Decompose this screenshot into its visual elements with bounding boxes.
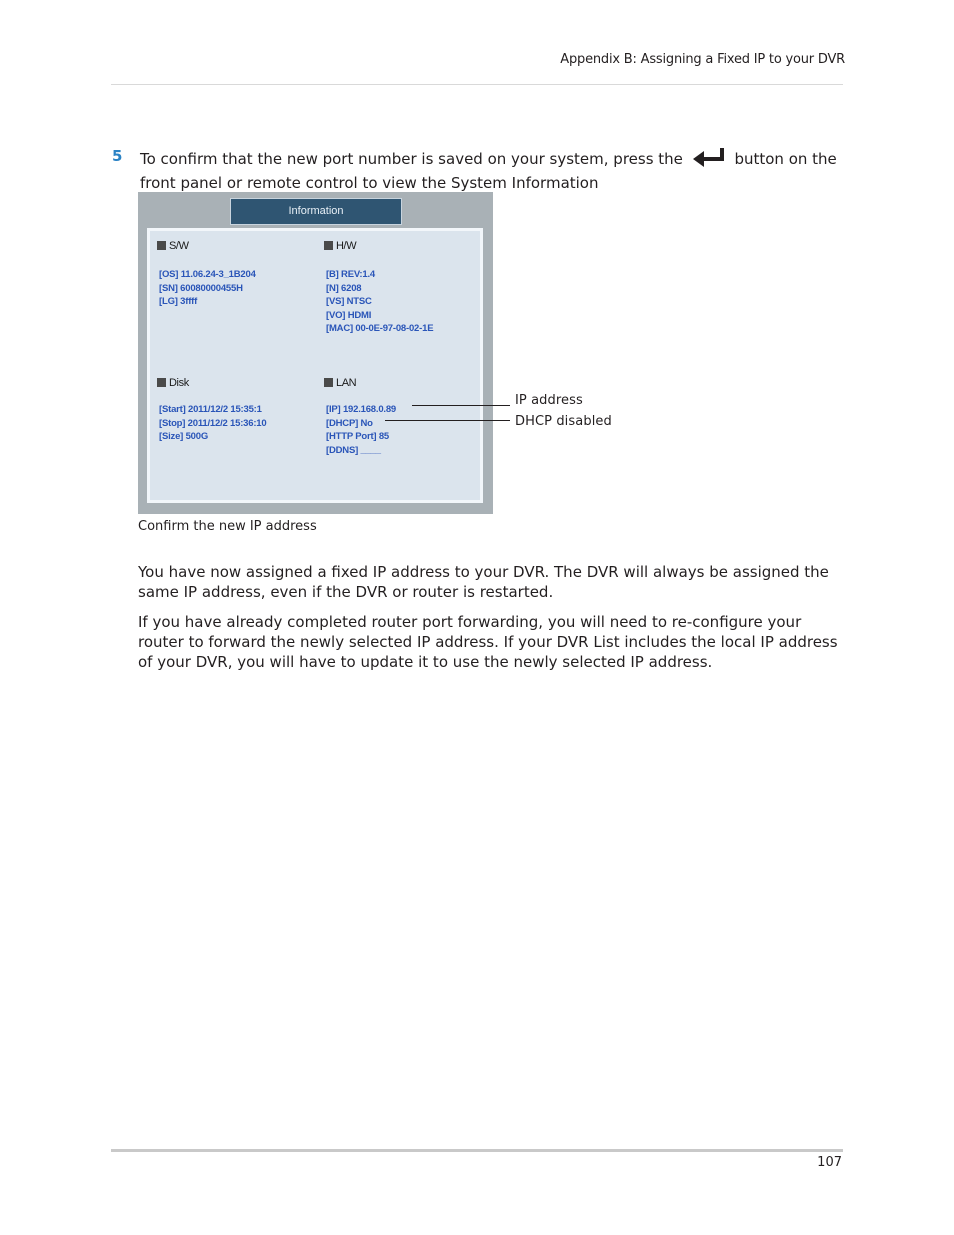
disk-lines [159, 403, 266, 444]
step-instruction [140, 146, 840, 193]
dhcp-callout-line [385, 420, 510, 421]
lan-line: [DDNS] ____ [326, 444, 381, 456]
figure-caption: Confirm the new IP address [138, 519, 317, 534]
info-title: Information [230, 198, 402, 225]
enter-key-icon [692, 146, 726, 173]
hw-line: [B] REV:1.4 [326, 269, 376, 280]
hw-line: [MAC] 00-0E-97-08-02-1E [326, 323, 434, 334]
ip-callout-label: IP address [515, 393, 583, 408]
hw-heading [324, 240, 356, 252]
lan-heading [324, 377, 356, 389]
step-text-before: To confirm that the new port number is saved on your system, press the [140, 150, 683, 168]
hw-heading-label: H/W [336, 240, 357, 252]
lan-heading-label: LAN [336, 377, 357, 389]
page-number: 107 [817, 1155, 842, 1170]
paragraph: You have now assigned a fixed IP address to your DVR. The DVR will always be assigned the same IP address, even if the DVR or router is restarted. [138, 563, 829, 601]
disk-heading-label: Disk [169, 377, 189, 389]
hw-lines [326, 268, 433, 336]
lan-lines [326, 403, 396, 457]
lan-line-ip: [IP] 192.168.0.89 [326, 404, 397, 415]
hw-line: [VS] NTSC [326, 296, 372, 307]
lan-line: [HTTP Port] 85 [326, 431, 390, 442]
square-bullet-icon [324, 378, 333, 387]
disk-heading [157, 377, 189, 389]
sw-line: [LG] 3ffff [159, 296, 198, 307]
sw-line: [OS] 11.06.24-3_1B204 [159, 269, 256, 280]
hw-line: [N] 6208 [326, 282, 362, 294]
header-divider [111, 84, 843, 85]
step-number: 5 [112, 147, 123, 165]
disk-line: [Start] 2011/12/2 15:35:1 [159, 404, 262, 415]
footer-divider [111, 1149, 843, 1152]
dvr-info-screenshot [138, 192, 493, 514]
sw-heading [157, 240, 189, 252]
square-bullet-icon [157, 241, 166, 250]
paragraph: If you have already completed router port forwarding, you will need to re-configure your router to forward the newly selected IP address. If your DVR List includes the local IP address of your DVR, you will have to update it to use the newly selected IP address. [138, 613, 838, 671]
sw-heading-label: S/W [169, 240, 189, 252]
page-header: Appendix B: Assigning a Fixed IP to your DVR [560, 52, 845, 67]
lan-line-dhcp: [DHCP] No [326, 417, 373, 429]
sw-lines [159, 268, 256, 309]
disk-line: [Stop] 2011/12/2 15:36:10 [159, 417, 267, 429]
dhcp-callout-label: DHCP disabled [515, 414, 612, 429]
step-text-after: button on the front panel or remote control to view the System Information [140, 150, 837, 192]
hw-line: [VO] HDMI [326, 309, 372, 321]
sw-line: [SN] 60080000455H [159, 282, 243, 294]
square-bullet-icon [157, 378, 166, 387]
square-bullet-icon [324, 241, 333, 250]
ip-callout-line [412, 405, 510, 406]
disk-line: [Size] 500G [159, 431, 209, 442]
